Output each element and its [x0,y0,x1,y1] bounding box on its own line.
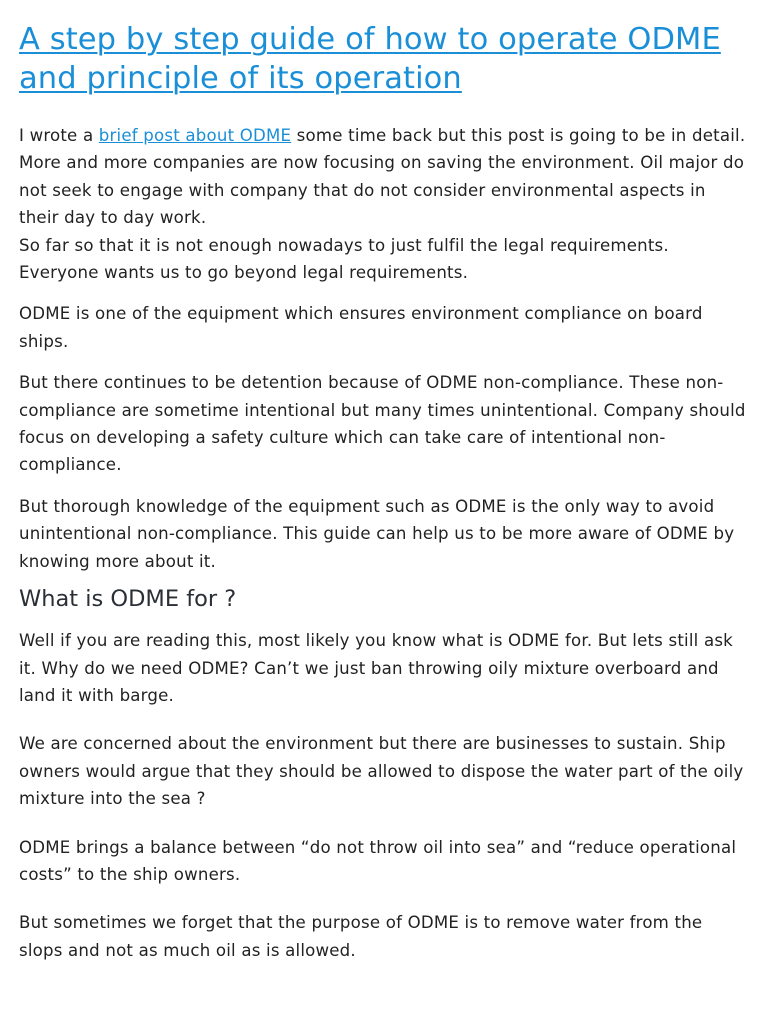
article [19,20,749,964]
paragraph-concerned: We are concerned about the environment but there are businesses to sustain. Ship owners would argue that they should be allowed to dispose the water part of the oily mixture into the sea ? [19,734,744,809]
article-title-link[interactable]: A step by step guide of how to operate ODME and principle of its operation [19,22,721,96]
intro-text-rest: some time back but this post is going to be in detail. More and more companies are now focusing on saving the environment. Oil major do not seek to engage with company that do not consider environmental aspects in their day to day work. [19,126,746,228]
paragraph-equipment: ODME is one of the equipment which ensures environment compliance on board ships. [19,304,703,351]
intro-text-start: I wrote a [19,126,99,145]
section-heading-what-is-odme: What is ODME for ? [19,586,237,613]
paragraph-balance: ODME brings a balance between “do not throw oil into sea” and “reduce operational costs” to the ship owners. [19,837,737,884]
intro-text-line2: So far so that it is not enough nowadays to just fulfil the legal requirements. Everyone wants us to go beyond legal requirements. [19,235,669,283]
intro-paragraph [19,122,749,286]
brief-post-link[interactable]: brief post about ODME [98,126,292,145]
paragraph-knowledge: But thorough knowledge of the equipment such as ODME is the only way to avoid unintentional non-compliance. This guide can help us to be more aware of ODME by knowing more about it. [19,496,735,571]
paragraph-detention: But there continues to be detention because of ODME non-compliance. These non-compliance are sometime intentional but many times unintentional. Company should focus on developing a safety culture which can take care of intentional non-compliance. [19,373,746,475]
paragraph-forget: But sometimes we forget that the purpose of ODME is to remove water from the slops and not as much oil as is allowed. [19,913,703,960]
paragraph-well: Well if you are reading this, most likely you know what is ODME for. But lets still ask it. Why do we need ODME? Can’t we just ban throwing oily mixture overboard and land it with barge. [19,631,733,705]
article-title [19,20,749,98]
